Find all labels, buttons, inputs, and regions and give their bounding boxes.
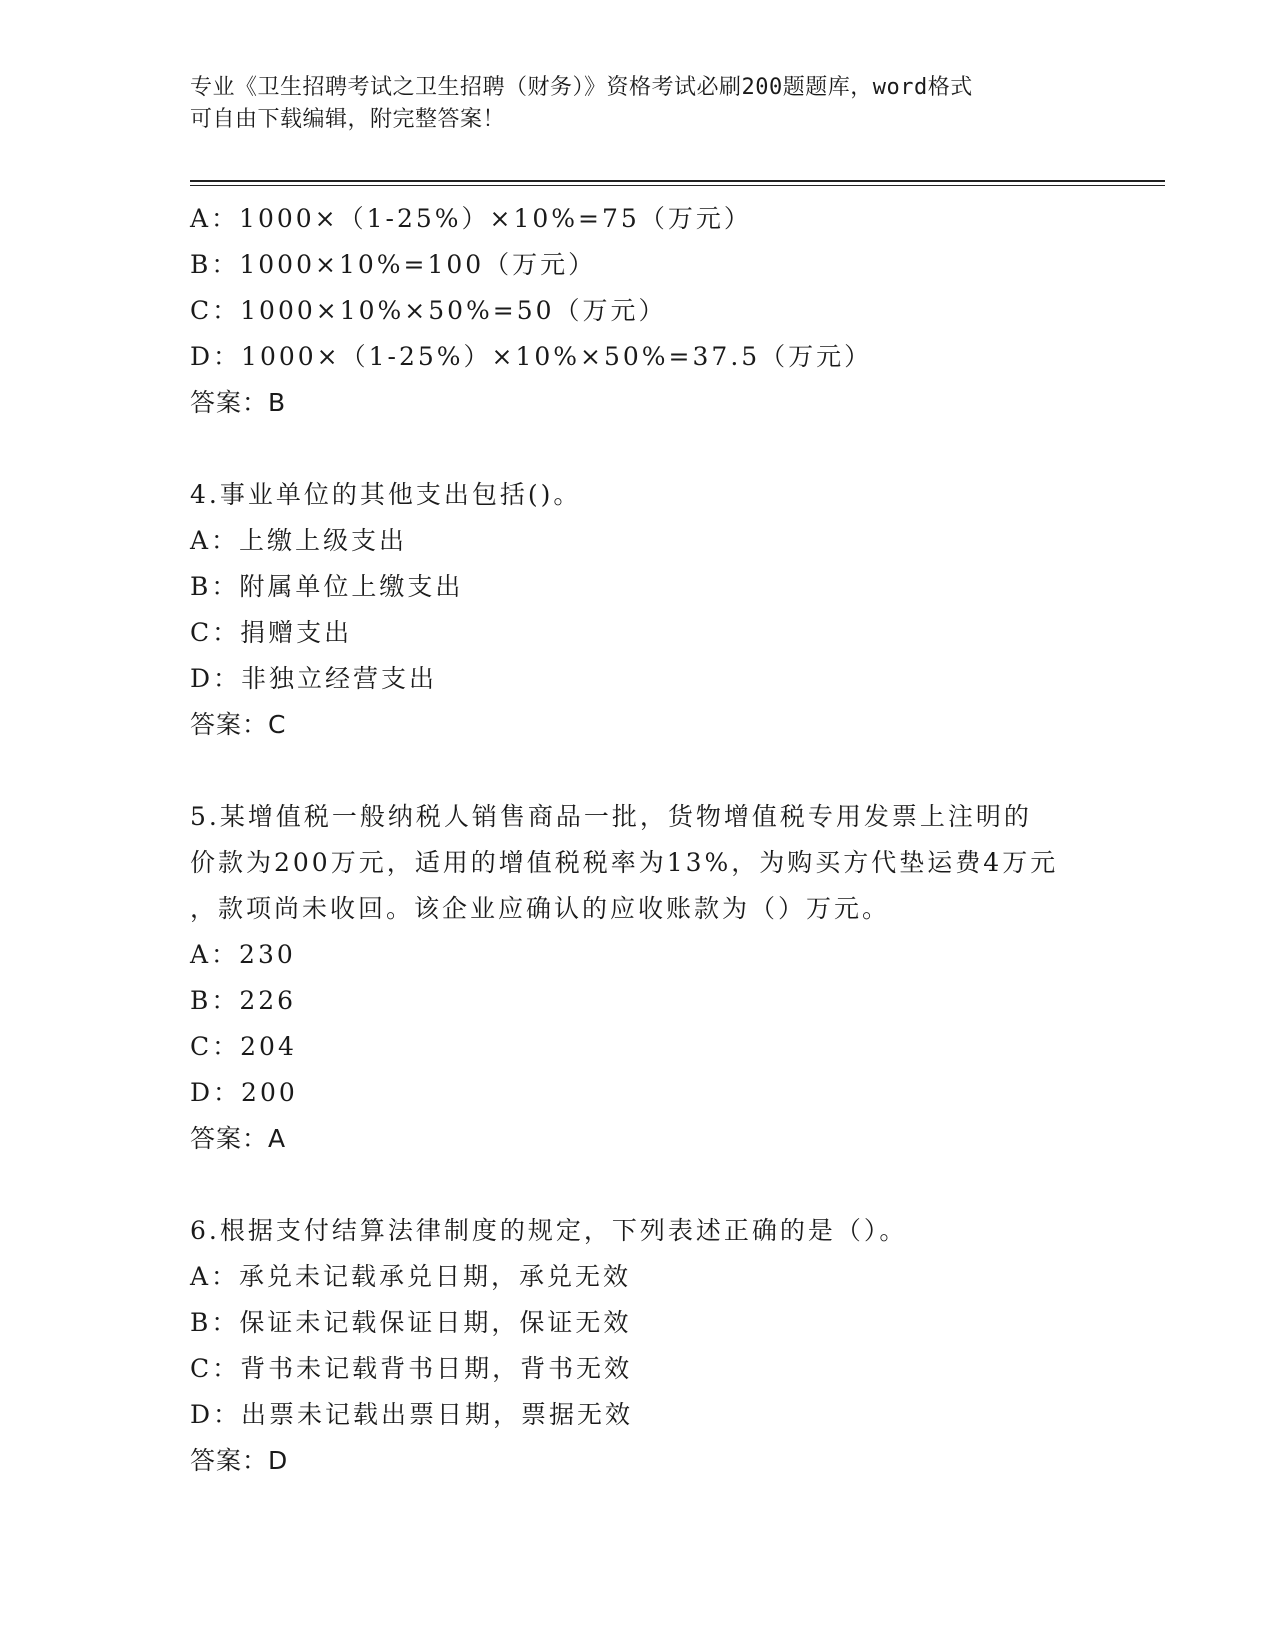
q6-option-a: A：承兑未记载承兑日期，承兑无效 bbox=[190, 1262, 632, 1291]
q3-option-b: B：1000×10%=100（万元） bbox=[190, 250, 597, 279]
q6-option-b: B：保证未记载保证日期，保证无效 bbox=[190, 1308, 632, 1337]
q4-option-d: D：非独立经营支出 bbox=[190, 664, 438, 693]
spacer bbox=[190, 1162, 1170, 1208]
header-line-2: 可自由下载编辑，附完整答案！ bbox=[190, 107, 506, 132]
question-content bbox=[190, 196, 1170, 1484]
q4-answer: 答案：C bbox=[190, 710, 287, 739]
q3-answer: 答案：B bbox=[190, 388, 287, 417]
q6-question: 6.根据支付结算法律制度的规定，下列表述正确的是（）。 bbox=[190, 1216, 908, 1245]
q4-question: 4.事业单位的其他支出包括()。 bbox=[190, 480, 582, 509]
q4-option-a: A：上缴上级支出 bbox=[190, 526, 408, 555]
q5-question-line-3: ，款项尚未收回。该企业应确认的应收账款为（）万元。 bbox=[190, 894, 891, 923]
document-header bbox=[190, 72, 1090, 136]
q5-answer: 答案：A bbox=[190, 1124, 287, 1153]
q6-option-c: C：背书未记载背书日期，背书无效 bbox=[190, 1354, 633, 1383]
q5-question-line-2: 价款为200万元，适用的增值税税率为13%，为购买方代垫运费4万元 bbox=[190, 848, 1059, 877]
question-5-block bbox=[190, 794, 1170, 1162]
q3-option-c: C：1000×10%×50%=50（万元） bbox=[190, 296, 667, 325]
q6-option-d: D：出票未记载出票日期，票据无效 bbox=[190, 1400, 634, 1429]
spacer bbox=[190, 748, 1170, 794]
question-6-block bbox=[190, 1208, 1170, 1484]
q4-option-b: B：附属单位上缴支出 bbox=[190, 572, 464, 601]
spacer bbox=[190, 426, 1170, 472]
header-divider-thick bbox=[190, 180, 1165, 182]
q6-answer: 答案：D bbox=[190, 1446, 289, 1475]
q5-option-a: A：230 bbox=[190, 940, 296, 969]
question-3-block bbox=[190, 196, 1170, 426]
q3-option-a: A：1000×（1-25%）×10%=75（万元） bbox=[190, 204, 752, 233]
q5-option-c: C：204 bbox=[190, 1032, 297, 1061]
question-4-block bbox=[190, 472, 1170, 748]
header-divider-thin bbox=[190, 185, 1165, 186]
q3-option-d: D：1000×（1-25%）×10%×50%=37.5（万元） bbox=[190, 342, 873, 371]
q5-option-d: D：200 bbox=[190, 1078, 298, 1107]
q5-question-line-1: 5.某增值税一般纳税人销售商品一批，货物增值税专用发票上注明的 bbox=[190, 802, 1032, 831]
q4-option-c: C：捐赠支出 bbox=[190, 618, 353, 647]
q5-option-b: B：226 bbox=[190, 986, 297, 1015]
header-line-1: 专业《卫生招聘考试之卫生招聘（财务）》资格考试必刷200题题库，word格式 bbox=[190, 75, 973, 100]
